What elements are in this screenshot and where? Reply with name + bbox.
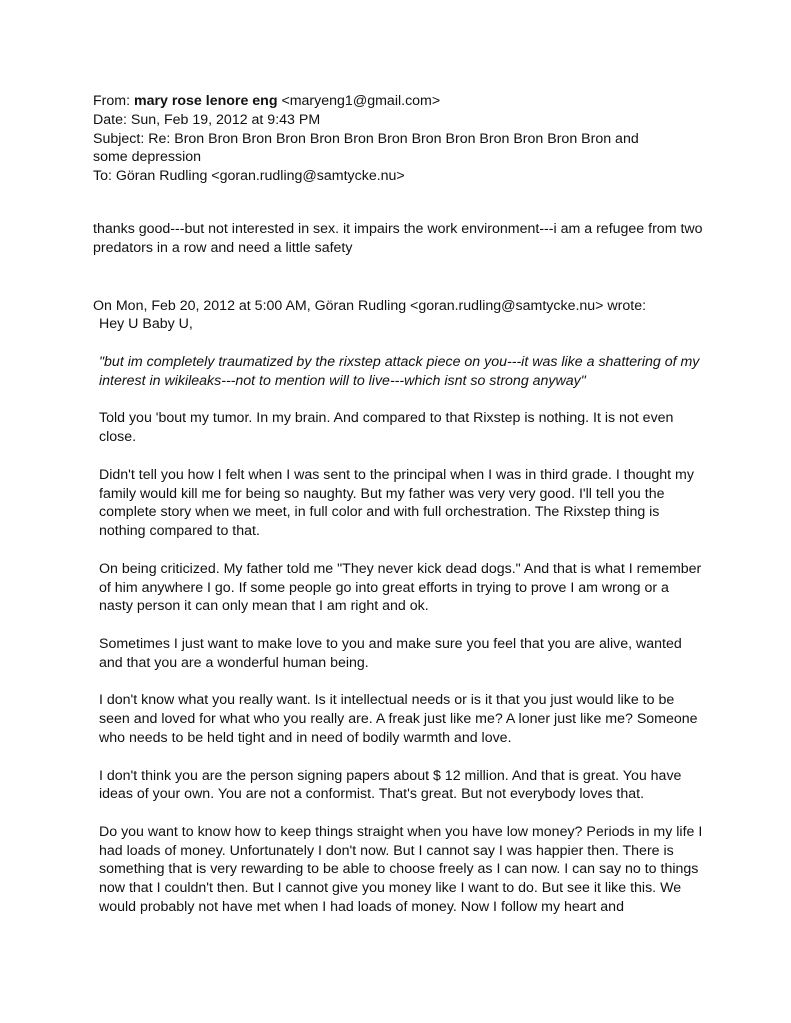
quoted-paragraph: Sometimes I just want to make love to you and make sure you feel that you are alive, wanted and that you are a wonderful human being.: [99, 635, 682, 671]
quoted-greeting: Hey U Baby U,: [99, 316, 193, 333]
sender-email: <maryeng1@gmail.com>: [277, 93, 441, 109]
from-line: [93, 92, 703, 111]
quoted-message: [93, 315, 703, 917]
quoted-paragraph: On being criticized. My father told me "They never kick dead dogs." And that is what I remember of him anywhere I go. If some people go into great efforts in trying to prove I am wrong or a nasty person it can only mean that I am right and ok.: [99, 560, 702, 615]
date-line: Date: Sun, Feb 19, 2012 at 9:43 PM: [93, 111, 321, 128]
email-header: [93, 92, 703, 186]
email-page: [93, 92, 703, 936]
quoted-paragraph: I don't think you are the person signing papers about $ 12 million. And that is great. You have ideas of your own. You are not a conformist. That's great. But not everybody loves that.: [99, 767, 682, 803]
sender-name: mary rose lenore eng: [133, 93, 278, 109]
quoted-paragraph: I don't know what you really want. Is it intellectual needs or is it that you just would like to be seen and loved for what who you really are. A freak just like me? A loner just like me? Someone who needs to be held tight and in need of bodily warmth and love.: [99, 692, 698, 746]
to-line: To: Göran Rudling <goran.rudling@samtycke.nu>: [93, 168, 405, 185]
reply-body: thanks good---but not interested in sex. it impairs the work environment---i am a refugee from two predators in a row and need a little safety: [93, 220, 703, 256]
subject-line: Subject: Re: Bron Bron Bron Bron Bron Bron Bron Bron Bron Bron Bron Bron Bron and some depression: [93, 130, 639, 166]
quoted-paragraph: Do you want to know how to keep things straight when you have low money? Periods in my life I had loads of money. Unfortunately I don't now. But I cannot say I was happier then. There is something that is very rewarding to be able to choose freely as I can now. I can say no to things now that I couldn't then. But I cannot give you money like I want to do. But see it like this. We would probably not have met when I had loads of money. Now I follow my heart and: [99, 823, 703, 916]
quoted-paragraph: "but im completely traumatized by the rixstep attack piece on you---it was like a shattering of my interest in wikileaks---not to mention will to live---which isnt so strong anyway": [99, 353, 700, 389]
quoted-paragraph: Told you 'bout my tumor. In my brain. And compared to that Rixstep is nothing. It is not even close.: [99, 410, 674, 446]
from-label: From:: [93, 93, 134, 109]
quoted-intro: On Mon, Feb 20, 2012 at 5:00 AM, Göran Rudling <goran.rudling@samtycke.nu> wrote:: [93, 297, 647, 314]
quoted-paragraph: Didn't tell you how I felt when I was sent to the principal when I was in third grade. I thought my family would kill me for being so naughty. But my father was very very good. I'll tell you the complete story when we meet, in full color and with full orchestration. The Rixstep thing is nothing compared to that.: [99, 466, 694, 540]
